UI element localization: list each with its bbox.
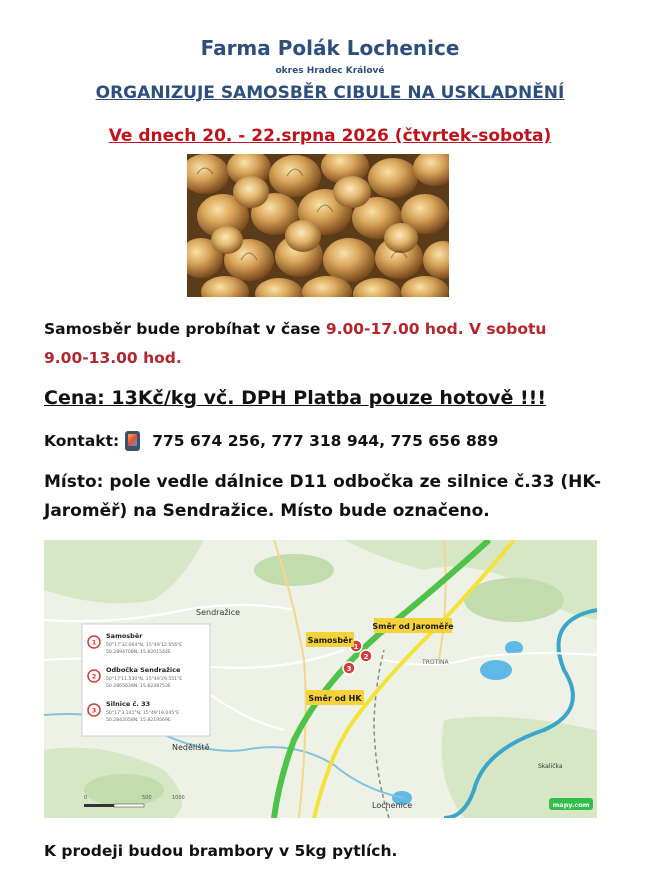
footer-note: K prodeji budou brambory v 5kg pytlích.: [44, 842, 398, 860]
svg-text:50°17'32.064"N, 15°49'12.556"E: 50°17'32.064"N, 15°49'12.556"E: [106, 643, 183, 648]
svg-text:Odbočka Sendražice: Odbočka Sendražice: [106, 666, 181, 674]
location-text: Místo: pole vedle dálnice D11 odbočka ze silnice č.33 (HK-Jaroměř) na Sendražice. Místo bude označeno.: [44, 472, 602, 521]
svg-text:1: 1: [353, 643, 359, 651]
svg-text:0: 0: [84, 795, 88, 801]
svg-text:2: 2: [363, 653, 369, 661]
svg-text:50.2865639N, 15.8248753E: 50.2865639N, 15.8248753E: [106, 684, 171, 689]
svg-text:Silnice č. 33: Silnice č. 33: [106, 700, 151, 708]
event-dates: Ve dnech 20. - 22.srpna 2026 (čtvrtek-sobota): [108, 126, 552, 146]
location-map: [44, 540, 597, 818]
contact-line: [44, 431, 624, 451]
hours-prefix: Samosběr bude probíhat v čase: [44, 320, 326, 338]
svg-text:Samosběr: Samosběr: [106, 632, 143, 640]
svg-text:50.2842058N, 15.8219569E: 50.2842058N, 15.8219569E: [106, 718, 171, 723]
farm-title: Farma Polák Lochenice: [200, 36, 460, 60]
hours-text: [44, 315, 624, 373]
contact-label: Kontakt:: [44, 432, 120, 450]
hours-saturday: 9.00-13.00 hod.: [44, 349, 182, 367]
svg-text:50°17'3.141"N, 15°49'19.045"E: 50°17'3.141"N, 15°49'19.045"E: [106, 711, 180, 716]
price-text: Cena: 13Kč/kg vč. DPH Platba pouze hotově !!!: [44, 387, 547, 409]
svg-text:50.2894708N, 15.8201544E: 50.2894708N, 15.8201544E: [106, 650, 171, 655]
event-headline: ORGANIZUJE SAMOSBĚR CIBULE NA USKLADNĚNÍ: [95, 83, 565, 103]
svg-text:2: 2: [91, 672, 97, 681]
onion-photo: [187, 154, 449, 297]
svg-text:1: 1: [91, 638, 97, 647]
map-legend: [82, 624, 210, 736]
district-subtitle: okres Hradec Králové: [275, 66, 385, 76]
place-skalicka: Skalička: [538, 763, 563, 770]
hours-weekday: 9.00-17.00 hod. V sobotu: [325, 320, 547, 338]
svg-text:50°17'11.530"N, 15°49'29.551"E: 50°17'11.530"N, 15°49'29.551"E: [106, 677, 183, 682]
svg-text:1000: 1000: [172, 795, 185, 801]
svg-text:mapy.com: mapy.com: [552, 801, 590, 809]
place-trotina: TROTINA: [422, 659, 449, 666]
callout-smer-hk: Směr od HK: [308, 694, 362, 703]
place-sendrazice: Sendražice: [196, 608, 241, 617]
place-lochenice: Lochenice: [372, 801, 413, 810]
callout-smer-jaromer: Směr od Jaroměře: [372, 622, 454, 631]
onions-illustration: [187, 154, 449, 297]
mapy-logo: [549, 798, 593, 810]
svg-text:500: 500: [142, 795, 152, 801]
svg-text:3: 3: [91, 706, 97, 715]
phone-icon: [125, 431, 140, 451]
contact-phones: 775 674 256, 777 318 944, 775 656 889: [152, 432, 499, 450]
svg-text:3: 3: [346, 665, 352, 673]
place-nedeliste: Neděliště: [172, 743, 210, 752]
map-svg: [44, 540, 597, 818]
callout-samosber: Samosběr: [307, 636, 353, 645]
